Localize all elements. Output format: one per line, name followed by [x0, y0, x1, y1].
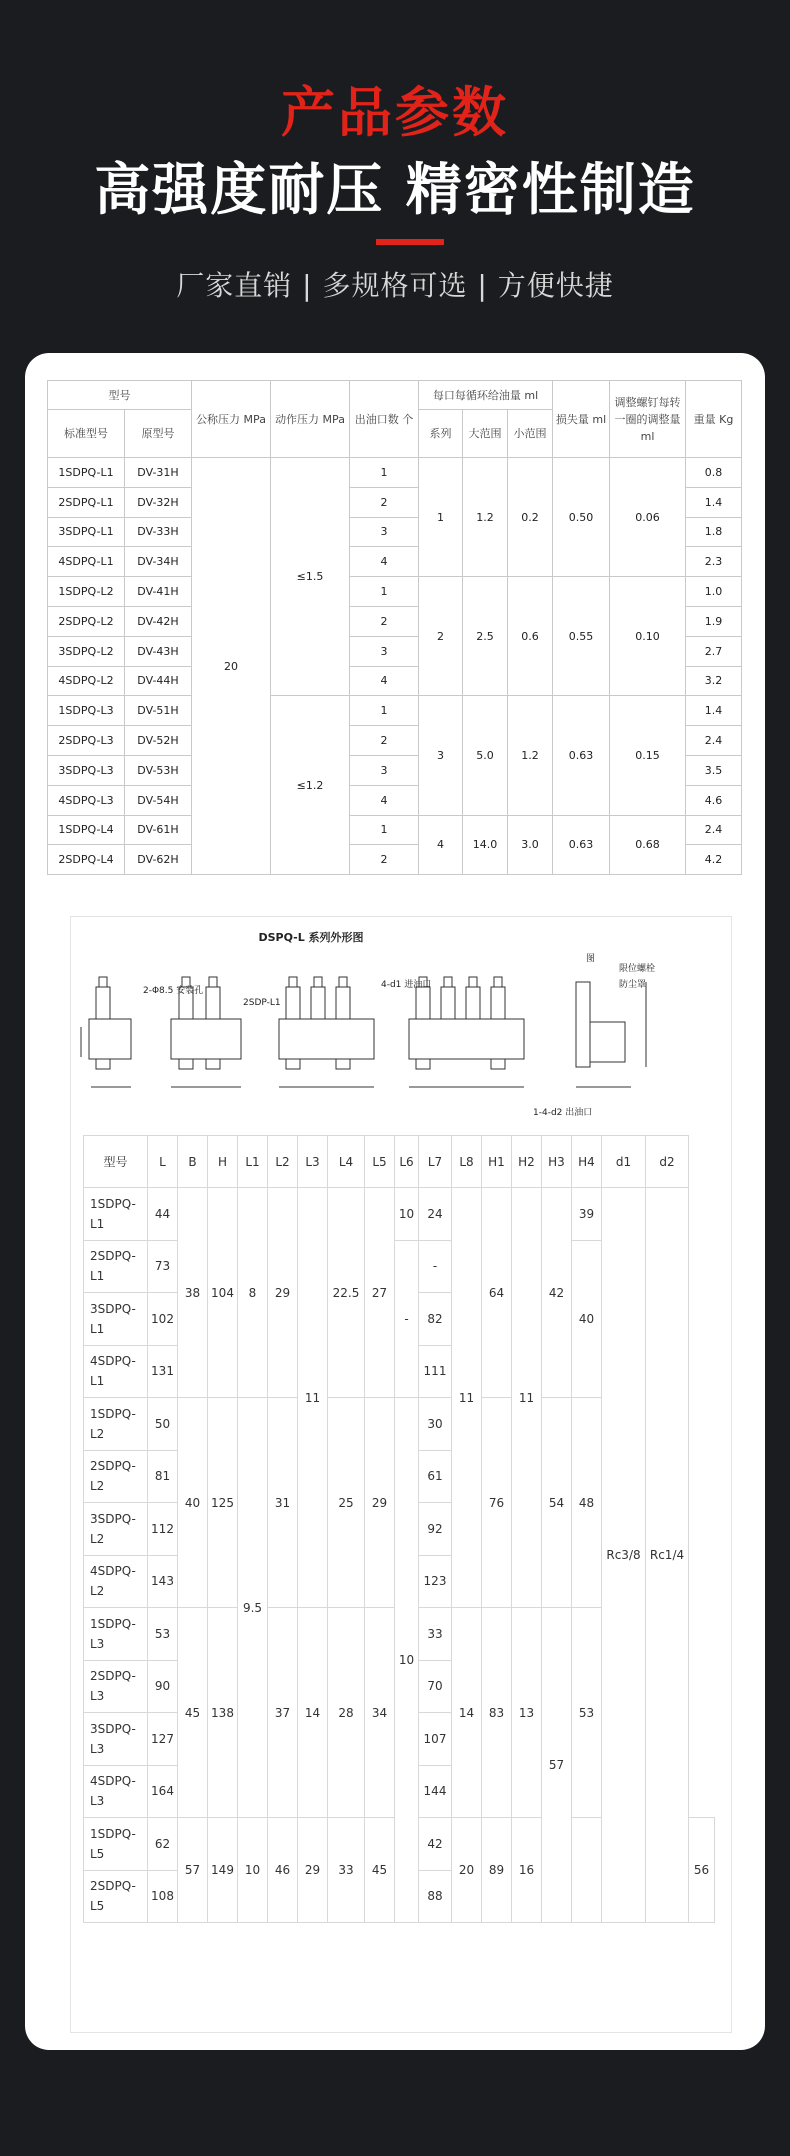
l6-cell: 10: [395, 1188, 419, 1241]
weight-cell: 3.5: [686, 755, 742, 785]
label-outlet: 1-4-d2 出油口: [533, 1108, 593, 1118]
original-model-cell: DV-52H: [125, 726, 192, 756]
small-range-cell: 1.2: [508, 696, 553, 815]
dimension-header-cell: L: [148, 1136, 178, 1188]
h1-cell: 83: [482, 1608, 512, 1818]
adjust-cell: 0.06: [610, 458, 686, 577]
l8-cell: 14: [452, 1608, 482, 1818]
outlets-cell: 2: [350, 726, 419, 756]
l-cell: 81: [148, 1450, 178, 1503]
l7-cell: 92: [419, 1503, 452, 1556]
original-model-cell: DV-33H: [125, 517, 192, 547]
original-model-cell: DV-61H: [125, 815, 192, 845]
l7-cell: 33: [419, 1608, 452, 1661]
hero-tagline: 厂家直销 | 多规格可选 | 方便快捷: [176, 269, 614, 302]
h4-cell: 48: [572, 1398, 602, 1608]
original-model-cell: DV-31H: [125, 458, 192, 488]
l1-cell: 9.5: [238, 1398, 268, 1818]
l1-cell: 10: [238, 1818, 268, 1923]
h2-cell: 16: [512, 1818, 542, 1923]
header-loss: 损失量 ml: [553, 381, 610, 458]
l2-cell: 46: [268, 1818, 298, 1923]
l2-cell: 37: [268, 1608, 298, 1818]
h1-cell: 76: [482, 1398, 512, 1608]
h2-cell: 13: [512, 1608, 542, 1818]
original-model-cell: DV-54H: [125, 785, 192, 815]
l3-cell: 14: [298, 1608, 328, 1818]
outlets-cell: 1: [350, 577, 419, 607]
model-cell: 4SDPQ-L3: [84, 1765, 148, 1818]
l-cell: 164: [148, 1765, 178, 1818]
standard-model-cell: 2SDPQ-L3: [48, 726, 125, 756]
dimension-header-cell: d1: [602, 1136, 646, 1188]
l7-cell: -: [419, 1240, 452, 1293]
d1-cell: Rc3/8: [602, 1188, 646, 1923]
loss-cell: 0.50: [553, 458, 610, 577]
dimension-header-cell: L1: [238, 1136, 268, 1188]
h-cell: 149: [208, 1818, 238, 1923]
model-cell: 2SDPQ-L2: [84, 1450, 148, 1503]
header-original-model: 原型号: [125, 410, 192, 458]
outlets-cell: 4: [350, 785, 419, 815]
weight-cell: 1.8: [686, 517, 742, 547]
distributor-triple-view: [279, 977, 374, 1087]
header-adjust: 调整螺钉每转一圈的调整量 ml: [610, 381, 686, 458]
nominal-pressure-cell: 20: [192, 458, 271, 875]
h3-cell: [572, 1818, 602, 1923]
l7-cell: 70: [419, 1660, 452, 1713]
h-cell: 104: [208, 1188, 238, 1398]
header-weight: 重量 Kg: [686, 381, 742, 458]
model-cell: 1SDPQ-L1: [84, 1188, 148, 1241]
header-action-pressure: 动作压力 MPa: [271, 381, 350, 458]
l5-cell: 34: [365, 1608, 395, 1818]
l-cell: 62: [148, 1818, 178, 1871]
large-range-cell: 14.0: [463, 815, 508, 875]
l-cell: 112: [148, 1503, 178, 1556]
small-range-cell: 0.2: [508, 458, 553, 577]
header-large-range: 大范围: [463, 410, 508, 458]
l-cell: 90: [148, 1660, 178, 1713]
weight-cell: 2.4: [686, 815, 742, 845]
weight-cell: 4.2: [686, 845, 742, 875]
l4-cell: 25: [328, 1398, 365, 1608]
h-cell: 138: [208, 1608, 238, 1818]
l1-cell: 8: [238, 1188, 268, 1398]
model-cell: 2SDPQ-L5: [84, 1870, 148, 1923]
b-cell: 38: [178, 1188, 208, 1398]
model-cell: 4SDPQ-L2: [84, 1555, 148, 1608]
spec-card: [25, 353, 765, 2050]
l3-cell: 11: [298, 1188, 328, 1608]
l6-cell: -: [395, 1240, 419, 1398]
weight-cell: 0.8: [686, 458, 742, 488]
l2-cell: 31: [268, 1398, 298, 1608]
l7-cell: 123: [419, 1555, 452, 1608]
l-cell: 50: [148, 1398, 178, 1451]
label-dust-cover: 防尘罩: [619, 980, 647, 990]
large-range-cell: 2.5: [463, 577, 508, 696]
loss-cell: 0.63: [553, 696, 610, 815]
header-small-range: 小范围: [508, 410, 553, 458]
outlets-cell: 2: [350, 487, 419, 517]
h4-cell: 39: [572, 1188, 602, 1241]
l-cell: 143: [148, 1555, 178, 1608]
b-cell: 57: [178, 1818, 208, 1923]
model-cell: 3SDPQ-L2: [84, 1503, 148, 1556]
l-cell: 127: [148, 1713, 178, 1766]
h2-cell: 11: [512, 1188, 542, 1608]
h1-cell: 64: [482, 1188, 512, 1398]
distributor-single-view: [81, 977, 131, 1087]
outlets-cell: 2: [350, 606, 419, 636]
model-cell: 3SDPQ-L1: [84, 1293, 148, 1346]
standard-model-cell: 1SDPQ-L3: [48, 696, 125, 726]
outlets-cell: 1: [350, 696, 419, 726]
series-cell: 1: [419, 458, 463, 577]
table-row: [84, 1188, 715, 1241]
table-row: [48, 815, 742, 845]
l7-cell: 111: [419, 1345, 452, 1398]
l-cell: 53: [148, 1608, 178, 1661]
l7-cell: 88: [419, 1870, 452, 1923]
outlets-cell: 3: [350, 517, 419, 547]
loss-cell: 0.55: [553, 577, 610, 696]
weight-cell: 4.6: [686, 785, 742, 815]
h1-cell: 89: [482, 1818, 512, 1923]
dimension-header-cell: L3: [298, 1136, 328, 1188]
standard-model-cell: 3SDPQ-L1: [48, 517, 125, 547]
dimension-header-cell: L6: [395, 1136, 419, 1188]
l4-cell: 28: [328, 1608, 365, 1818]
standard-model-cell: 1SDPQ-L4: [48, 815, 125, 845]
hero-subtitle: 高强度耐压 精密性制造: [94, 158, 696, 223]
l-cell: 44: [148, 1188, 178, 1241]
model-cell: 1SDPQ-L5: [84, 1818, 148, 1871]
original-model-cell: DV-34H: [125, 547, 192, 577]
standard-model-cell: 3SDPQ-L2: [48, 636, 125, 666]
weight-cell: 1.4: [686, 487, 742, 517]
model-cell: 1SDPQ-L2: [84, 1398, 148, 1451]
h4-cell: 56: [689, 1818, 715, 1923]
l7-cell: 24: [419, 1188, 452, 1241]
l5-cell: 45: [365, 1818, 395, 1923]
weight-cell: 1.9: [686, 606, 742, 636]
l6-cell: 10: [395, 1398, 419, 1923]
l7-cell: 61: [419, 1450, 452, 1503]
b-cell: 40: [178, 1398, 208, 1608]
dimension-header-cell: L2: [268, 1136, 298, 1188]
header-nominal-pressure: 公称压力 MPa: [192, 381, 271, 458]
adjust-cell: 0.15: [610, 696, 686, 815]
l7-cell: 144: [419, 1765, 452, 1818]
h4-cell: 53: [572, 1608, 602, 1818]
header-volume: 每口每循环给油量 ml: [419, 381, 553, 410]
label-figure: 图: [586, 954, 596, 964]
l5-cell: 29: [365, 1398, 395, 1608]
weight-cell: 2.3: [686, 547, 742, 577]
hero-banner: [0, 0, 790, 352]
dimension-header-row: [84, 1136, 715, 1188]
standard-model-cell: 1SDPQ-L2: [48, 577, 125, 607]
small-range-cell: 3.0: [508, 815, 553, 875]
outline-drawing-svg: [71, 947, 731, 1127]
parameter-table: [47, 380, 742, 875]
l7-cell: 30: [419, 1398, 452, 1451]
dimension-header-cell: 型号: [84, 1136, 148, 1188]
l3-cell: 29: [298, 1818, 328, 1923]
header-standard-model: 标准型号: [48, 410, 125, 458]
standard-model-cell: 2SDPQ-L2: [48, 606, 125, 636]
standard-model-cell: 2SDPQ-L1: [48, 487, 125, 517]
h3-cell: 54: [542, 1398, 572, 1608]
h4-cell: 40: [572, 1240, 602, 1398]
table-row: [48, 577, 742, 607]
l-cell: 73: [148, 1240, 178, 1293]
outlets-cell: 3: [350, 636, 419, 666]
dimension-header-cell: H4: [572, 1136, 602, 1188]
l5-cell: 27: [365, 1188, 395, 1398]
large-range-cell: 1.2: [463, 458, 508, 577]
dimension-header-cell: B: [178, 1136, 208, 1188]
weight-cell: 2.7: [686, 636, 742, 666]
series-cell: 4: [419, 815, 463, 875]
b-cell: 45: [178, 1608, 208, 1818]
dimension-header-cell: L7: [419, 1136, 452, 1188]
original-model-cell: DV-51H: [125, 696, 192, 726]
model-cell: 1SDPQ-L3: [84, 1608, 148, 1661]
weight-cell: 2.4: [686, 726, 742, 756]
outlets-cell: 1: [350, 815, 419, 845]
l2-cell: 29: [268, 1188, 298, 1398]
l8-cell: 11: [452, 1188, 482, 1608]
h3-cell: 57: [542, 1608, 572, 1923]
l7-cell: 82: [419, 1293, 452, 1346]
hero-divider: [376, 239, 444, 245]
large-range-cell: 5.0: [463, 696, 508, 815]
header-outlets: 出油口数 个: [350, 381, 419, 458]
hero-title: 产品参数: [281, 81, 509, 144]
label-mounting-hole: 2-Φ8.5 安装孔: [143, 986, 204, 996]
outline-drawing: [70, 916, 732, 2033]
original-model-cell: DV-42H: [125, 606, 192, 636]
l4-cell: 33: [328, 1818, 365, 1923]
adjust-cell: 0.68: [610, 815, 686, 875]
standard-model-cell: 4SDPQ-L3: [48, 785, 125, 815]
standard-model-cell: 4SDPQ-L1: [48, 547, 125, 577]
standard-model-cell: 4SDPQ-L2: [48, 666, 125, 696]
l4-cell: 22.5: [328, 1188, 365, 1398]
original-model-cell: DV-62H: [125, 845, 192, 875]
drawing-title: DSPQ-L 系列外形图: [258, 931, 364, 944]
weight-cell: 3.2: [686, 666, 742, 696]
series-cell: 3: [419, 696, 463, 815]
loss-cell: 0.63: [553, 815, 610, 875]
header-model: 型号: [48, 381, 192, 410]
dimension-header-cell: H3: [542, 1136, 572, 1188]
standard-model-cell: 1SDPQ-L1: [48, 458, 125, 488]
dimension-table: [83, 1135, 715, 1923]
l8-cell: 20: [452, 1818, 482, 1923]
model-cell: 2SDPQ-L1: [84, 1240, 148, 1293]
model-cell: 2SDPQ-L3: [84, 1660, 148, 1713]
model-cell: 4SDPQ-L1: [84, 1345, 148, 1398]
adjust-cell: 0.10: [610, 577, 686, 696]
table-row: [48, 696, 742, 726]
l-cell: 108: [148, 1870, 178, 1923]
standard-model-cell: 2SDPQ-L4: [48, 845, 125, 875]
weight-cell: 1.0: [686, 577, 742, 607]
distributor-side-view: [576, 982, 646, 1087]
action-pressure-cell: ≤1.2: [271, 696, 350, 875]
weight-cell: 1.4: [686, 696, 742, 726]
h3-cell: 42: [542, 1188, 572, 1398]
l7-cell: 107: [419, 1713, 452, 1766]
dimension-header-cell: H1: [482, 1136, 512, 1188]
original-model-cell: DV-41H: [125, 577, 192, 607]
series-cell: 2: [419, 577, 463, 696]
small-range-cell: 0.6: [508, 577, 553, 696]
original-model-cell: DV-43H: [125, 636, 192, 666]
l-cell: 131: [148, 1345, 178, 1398]
standard-model-cell: 3SDPQ-L3: [48, 755, 125, 785]
label-limit-bolt: 限位螺栓: [619, 964, 656, 974]
outlets-cell: 1: [350, 458, 419, 488]
dimension-header-cell: L5: [365, 1136, 395, 1188]
outlets-cell: 3: [350, 755, 419, 785]
model-cell: 3SDPQ-L3: [84, 1713, 148, 1766]
outlets-cell: 4: [350, 666, 419, 696]
dimension-header-cell: d2: [646, 1136, 689, 1188]
h-cell: 125: [208, 1398, 238, 1608]
table-row: [48, 458, 742, 488]
original-model-cell: DV-53H: [125, 755, 192, 785]
dimension-header-cell: H: [208, 1136, 238, 1188]
original-model-cell: DV-44H: [125, 666, 192, 696]
d2-cell: Rc1/4: [646, 1188, 689, 1923]
action-pressure-cell: ≤1.5: [271, 458, 350, 696]
label-inlet: 4-d1 进油口: [381, 980, 432, 990]
dimension-header-cell: L4: [328, 1136, 365, 1188]
header-series: 系列: [419, 410, 463, 458]
outlets-cell: 4: [350, 547, 419, 577]
dimension-header-cell: L8: [452, 1136, 482, 1188]
dimension-header-cell: H2: [512, 1136, 542, 1188]
label-model: 2SDP-L1: [243, 998, 281, 1008]
original-model-cell: DV-32H: [125, 487, 192, 517]
l7-cell: 42: [419, 1818, 452, 1871]
outlets-cell: 2: [350, 845, 419, 875]
l-cell: 102: [148, 1293, 178, 1346]
distributor-quad-view: [409, 977, 524, 1087]
